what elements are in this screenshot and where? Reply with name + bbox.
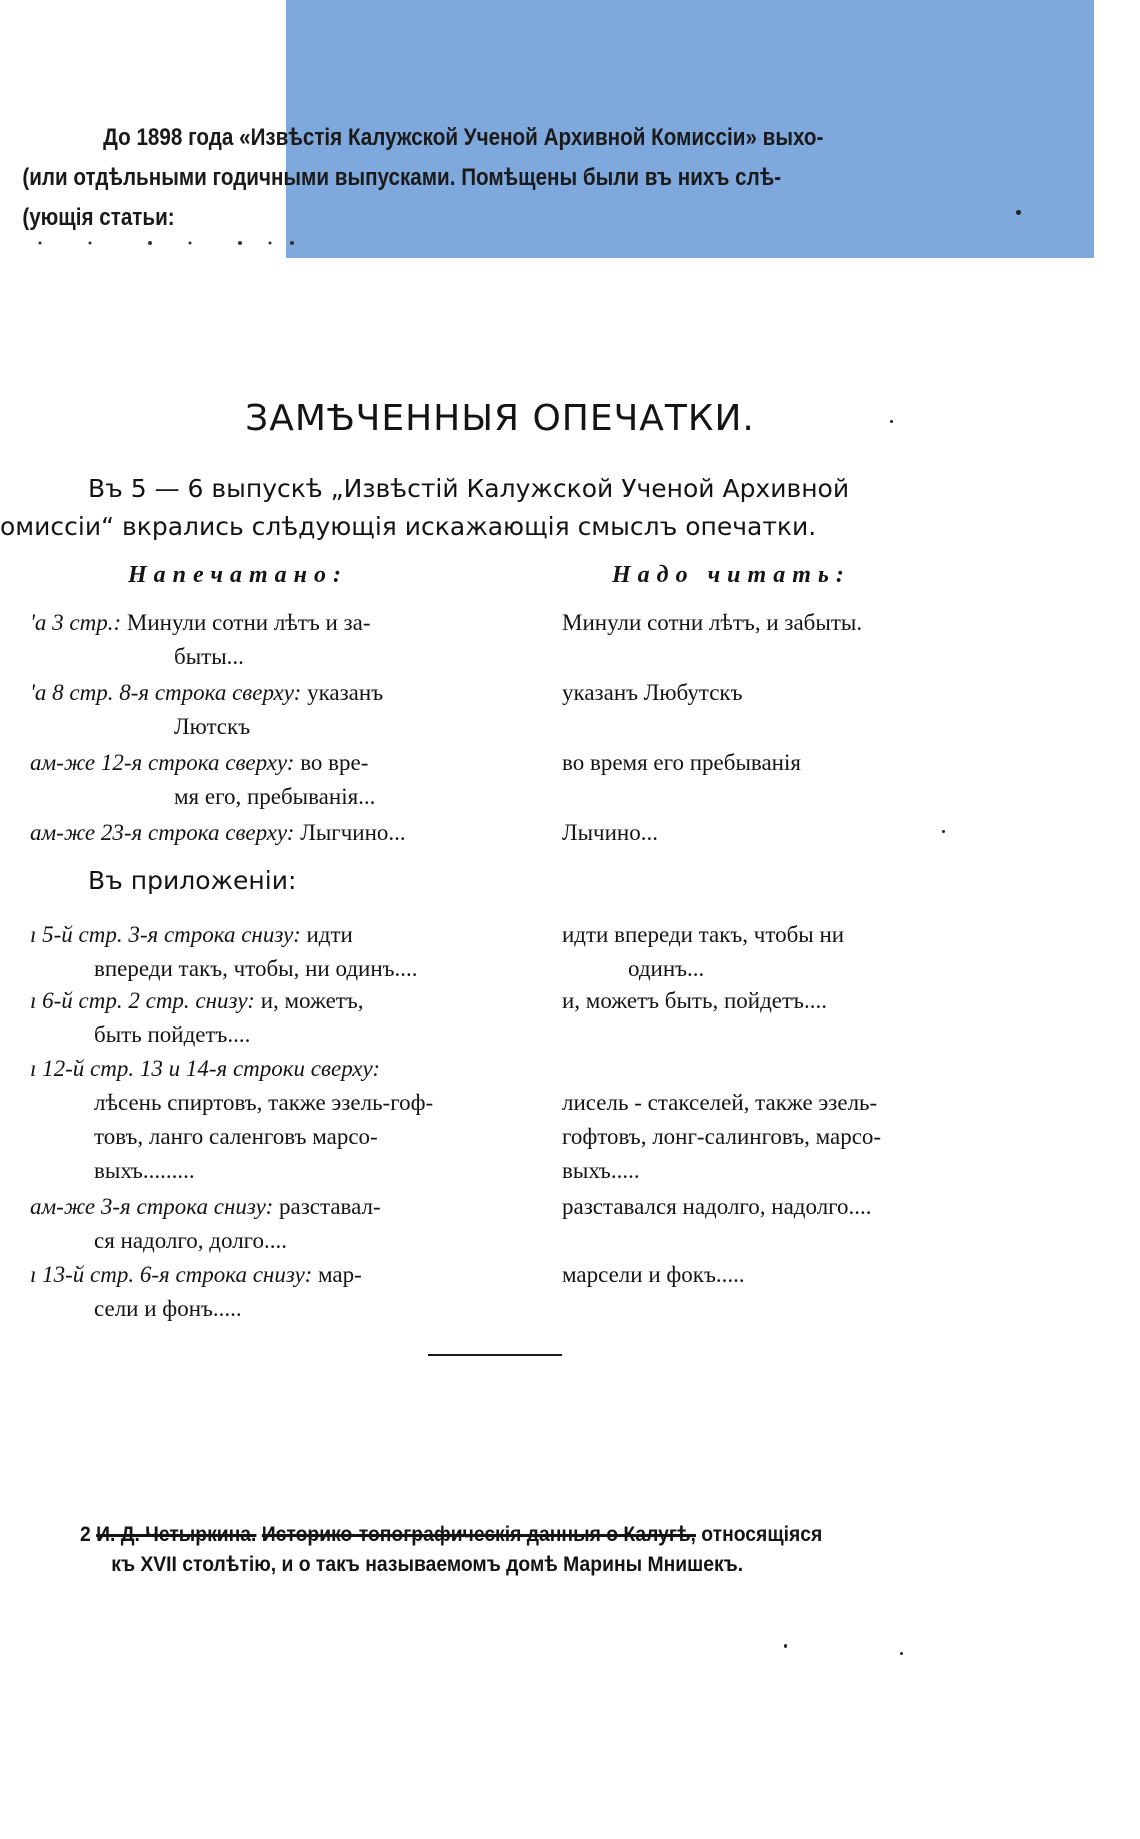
entry-printed-text: разставал- — [279, 1194, 381, 1219]
correct-line: выхъ..... — [562, 1158, 640, 1183]
header-notice-line2: (или отдѣльными годичными выпусками. Помѣщены были въ нихъ слѣ- — [22, 164, 782, 191]
appendix-correct-entry-3 — [562, 1086, 982, 1188]
entry-printed-text: мар- — [317, 1262, 362, 1287]
entry-correct-continuation: одинъ... — [628, 956, 705, 981]
printed-cont-line: товъ, ланго саленговъ марсо- — [94, 1124, 378, 1149]
page-title: ЗАМѢЧЕННЫЯ ОПЕЧАТКИ. — [245, 398, 755, 439]
scan-speck — [784, 1644, 787, 1648]
scan-speck — [1016, 210, 1021, 215]
appendix-correct-entry-5: марсели и фокъ..... — [562, 1262, 745, 1287]
header-notice — [22, 118, 872, 238]
errata-intro — [0, 470, 988, 546]
printed-entry-2 — [30, 676, 500, 744]
header-notice-line1: До 1898 года «Извѣстія Калужской Ученой Архивной Комиссіи» выхо- — [103, 124, 824, 151]
errata-intro-line1: Въ 5 — 6 выпускѣ „Извѣстій Калужской Ученой Архивной — [88, 474, 850, 503]
appendix-correct-entry-2: и, можетъ быть, пойдетъ.... — [562, 988, 827, 1013]
entry-printed-text: во вре- — [300, 750, 369, 775]
header-notice-line3: (ующія статьи: — [22, 204, 175, 231]
footnote — [80, 1520, 954, 1580]
entry-location: ам-же 12-я строка сверху: — [30, 750, 295, 775]
appendix-printed-entry-4 — [30, 1190, 500, 1258]
entry-printed-text: и, можетъ, — [260, 988, 364, 1013]
printed-entry-3 — [30, 746, 500, 814]
entry-printed-continuation: сели и фонъ..... — [94, 1296, 242, 1321]
entry-printed-text: указанъ — [307, 680, 384, 705]
footnote-struck-title: Историко-топографическія данныя о Калугѣ, — [261, 1523, 696, 1546]
correct-entry-1: Минули сотни лѣтъ, и забыты. — [562, 610, 863, 635]
entry-location: ам-же 3-я строка снизу: — [30, 1194, 274, 1219]
correct-line: гофтовъ, лонг-салинговъ, марсо- — [562, 1124, 882, 1149]
appendix-printed-entry-1 — [30, 918, 500, 986]
column-header-printed: Напечатано: — [128, 562, 348, 588]
entry-printed-continuation: ся надолго, долго.... — [94, 1228, 288, 1253]
entry-location: ı 12-й стр. 13 и 14-я строки сверху: — [30, 1056, 381, 1081]
appendix-correct-entry-1 — [562, 918, 982, 986]
printed-cont-line: лѣсень спиртовъ, также эзель-гоф- — [94, 1090, 434, 1115]
entry-printed-continuation: быты... — [174, 644, 244, 669]
errata-intro-line2: омиссіи“ вкрались слѣдующія искажающія смыслъ опечатки. — [0, 512, 817, 541]
entry-location: ı 6-й стр. 2 стр. снизу: — [30, 988, 255, 1013]
entry-location: 'а 8 стр. 8-я строка сверху: — [30, 680, 302, 705]
correct-line: лисель - стакселей, также эзель- — [562, 1090, 878, 1115]
appendix-printed-entry-2 — [30, 984, 500, 1052]
entry-printed-continuation — [30, 1086, 500, 1188]
correct-entry-2: указанъ Любутскъ — [562, 680, 743, 705]
printed-entry-4 — [30, 816, 500, 850]
appendix-printed-entry-5 — [30, 1258, 500, 1326]
entry-location: ı 5-й стр. 3-я строка снизу: — [30, 922, 301, 947]
entry-printed-text: Минули сотни лѣтъ и за- — [126, 610, 371, 635]
appendix-correct-entry-4: разставался надолго, надолго.... — [562, 1194, 872, 1219]
appendix-printed-entry-3 — [30, 1052, 500, 1188]
entry-printed-continuation: впереди такъ, чтобы, ни одинъ.... — [94, 956, 418, 981]
footnote-title-rest: относящіяся — [701, 1523, 823, 1546]
footnote-number: 2 — [80, 1523, 91, 1546]
printed-cont-line: выхъ......... — [94, 1158, 195, 1183]
entry-printed-text: идти — [306, 922, 353, 947]
printed-entry-1 — [30, 606, 500, 674]
entry-printed-text: Лыгчино... — [300, 820, 406, 845]
entry-location: 'а 3 стр.: — [30, 610, 122, 635]
entry-correct-text: идти впереди такъ, чтобы ни — [562, 922, 845, 947]
scan-speck — [942, 830, 945, 833]
entry-printed-continuation: быть пойдетъ.... — [94, 1022, 251, 1047]
entry-printed-continuation: мя его, пребыванія... — [174, 784, 376, 809]
section-divider — [428, 1354, 562, 1356]
footnote-line1 — [80, 1520, 954, 1550]
entry-location: ам-же 23-я строка сверху: — [30, 820, 295, 845]
appendix-label: Въ приложеніи: — [88, 866, 297, 895]
scan-speck — [900, 1652, 903, 1655]
dotted-remnant — [30, 240, 300, 246]
entry-printed-continuation: Лютскъ — [174, 714, 251, 739]
correct-entry-4: Лычино... — [562, 820, 658, 845]
entry-location: ı 13-й стр. 6-я строка снизу: — [30, 1262, 313, 1287]
footnote-author: И. Д. Четыркина. — [96, 1523, 257, 1546]
scan-speck — [890, 420, 893, 423]
correct-entry-3: во время его пребыванія — [562, 750, 801, 775]
column-header-should-read: Надо читать: — [612, 562, 851, 588]
footnote-line2: къ XVII столѣтію, и о такъ называемомъ домѣ Марины Мнишекъ. — [111, 1553, 744, 1576]
